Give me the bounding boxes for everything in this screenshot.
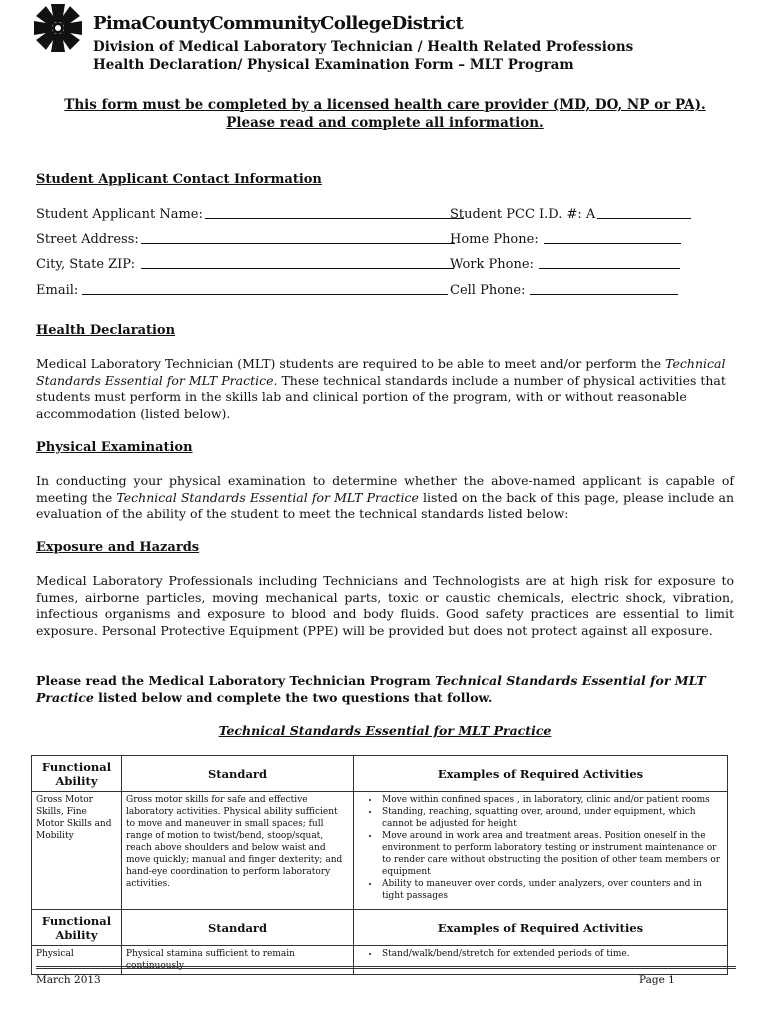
example-item: • Move within confined spaces , in laboratory, clinic and/or patient rooms xyxy=(380,794,723,806)
cell-phone-line[interactable] xyxy=(530,293,678,295)
footer-rule xyxy=(36,966,736,969)
example-item: • Move around in work area and treatment areas. Position oneself in the environment to perform laboratory testing or instrument maintenance or to render care without obstructing the position of other team members or equipment xyxy=(380,830,723,878)
instruction-text: Please read the Medical Laboratory Technician Program Technical Standards Essential for MLT Practice listed below and complete the two questions that follow. xyxy=(36,673,706,705)
cell-phone-field[interactable] xyxy=(450,283,678,298)
exposure-text: Medical Laboratory Professionals including Technicians and Technologists are at high risk for exposure to fumes, airborne particles, moving mechanical parts, toxic or caustic chemicals, electric shock, vibration, infectious organisms and exposure to blood and body fluids. Good safety practices are essential to limit exposure. Personal Protective Equipment (PPE) will be provided but does not protect against all exposure. xyxy=(36,573,734,638)
street-address-line[interactable] xyxy=(141,242,455,244)
table-title: Technical Standards Essential for MLT Practice xyxy=(218,723,552,738)
example-item: • Ability to maneuver over cords, under analyzers, over counters and in tight passages xyxy=(380,878,723,902)
table-header-row xyxy=(32,910,728,946)
col-header-examples: Examples of Required Activities xyxy=(354,910,728,946)
city-state-zip-label: City, State ZIP: xyxy=(36,257,135,272)
col-header-standard: Standard xyxy=(122,910,354,946)
home-phone-line[interactable] xyxy=(544,242,681,244)
col-header-ability: Functional Ability xyxy=(32,910,122,946)
city-state-zip-field[interactable] xyxy=(36,257,454,272)
street-address-field[interactable] xyxy=(36,232,455,247)
student-id-line[interactable] xyxy=(597,217,691,219)
form-title: Health Declaration/ Physical Examination Form – MLT Program xyxy=(93,57,574,73)
health-declaration-text: Medical Laboratory Technician (MLT) students are required to be able to meet and/or perform the Technical Standards Essential for MLT Practice. These technical standards include a number of physical activities that students must perform in the skills lab and clinical portion of the program, with or without reasonable accommodation (listed below). xyxy=(36,356,726,421)
row-standard: Gross motor skills for safe and effective laboratory activities. Physical ability sufficient to move and maneuver in small spaces; full range of motion to twist/bend, stoop/squat, reach above shoulders and below waist and move quickly; manual and finger dexterity; and hand-eye coordination to perform laboratory activities. xyxy=(122,792,354,910)
row-examples xyxy=(354,946,728,975)
row-ability: Gross Motor Skills, Fine Motor Skills and Mobility xyxy=(32,792,122,910)
street-address-label: Street Address: xyxy=(36,232,139,247)
work-phone-label: Work Phone: xyxy=(450,257,534,272)
email-label: Email: xyxy=(36,283,79,298)
college-name: PimaCountyCommunityCollegeDistrict xyxy=(93,13,464,34)
technical-standards-table xyxy=(31,755,728,975)
col-header-examples: Examples of Required Activities xyxy=(354,756,728,792)
example-item: • Standing, reaching, squatting over, around, under equipment, which cannot be adjusted for height xyxy=(380,806,723,830)
applicant-name-label: Student Applicant Name: xyxy=(36,207,203,222)
work-phone-field[interactable] xyxy=(450,257,680,272)
physical-exam-text: In conducting your physical examination to determine whether the above-named applicant is capable of meeting the Technical Standards Essential for MLT Practice listed on the back of this page, please include an evaluation of the ability of the student to meet the technical standards listed below: xyxy=(36,473,735,522)
provider-notice: This form must be completed by a licensed health care provider (MD, DO, NP or PA). xyxy=(64,97,706,113)
example-item: • Stand/walk/bend/stretch for extended periods of time. xyxy=(380,948,723,960)
table-row xyxy=(32,946,728,975)
home-phone-label: Home Phone: xyxy=(450,232,539,247)
home-phone-field[interactable] xyxy=(450,232,681,247)
email-line[interactable] xyxy=(82,293,448,295)
student-id-label: Student PCC I.D. #: A xyxy=(450,207,596,222)
row-examples xyxy=(354,792,728,910)
col-header-ability: Functional Ability xyxy=(32,756,122,792)
city-state-zip-line[interactable] xyxy=(141,267,454,269)
physical-exam-heading: Physical Examination xyxy=(36,440,193,455)
read-notice: Please read and complete all information. xyxy=(226,115,544,131)
cell-phone-label: Cell Phone: xyxy=(450,283,526,298)
email-field[interactable] xyxy=(36,283,448,298)
applicant-name-field[interactable] xyxy=(36,207,464,222)
contact-heading: Student Applicant Contact Information xyxy=(36,172,322,187)
applicant-name-line[interactable] xyxy=(205,217,464,219)
row-standard: Physical stamina sufficient to remain continuously xyxy=(122,946,354,975)
exposure-heading: Exposure and Hazards xyxy=(36,540,200,555)
row-ability: Physical xyxy=(32,946,122,975)
footer-page-number: Page 1 xyxy=(639,974,675,986)
student-id-field[interactable] xyxy=(450,207,691,222)
work-phone-line[interactable] xyxy=(539,267,680,269)
col-header-standard: Standard xyxy=(122,756,354,792)
division-name: Division of Medical Laboratory Technician / Health Related Professions xyxy=(93,39,634,55)
college-logo xyxy=(30,2,86,54)
table-row xyxy=(32,792,728,910)
table-header-row xyxy=(32,756,728,792)
health-declaration-heading: Health Declaration xyxy=(36,323,176,338)
footer-date: March 2013 xyxy=(36,974,101,986)
